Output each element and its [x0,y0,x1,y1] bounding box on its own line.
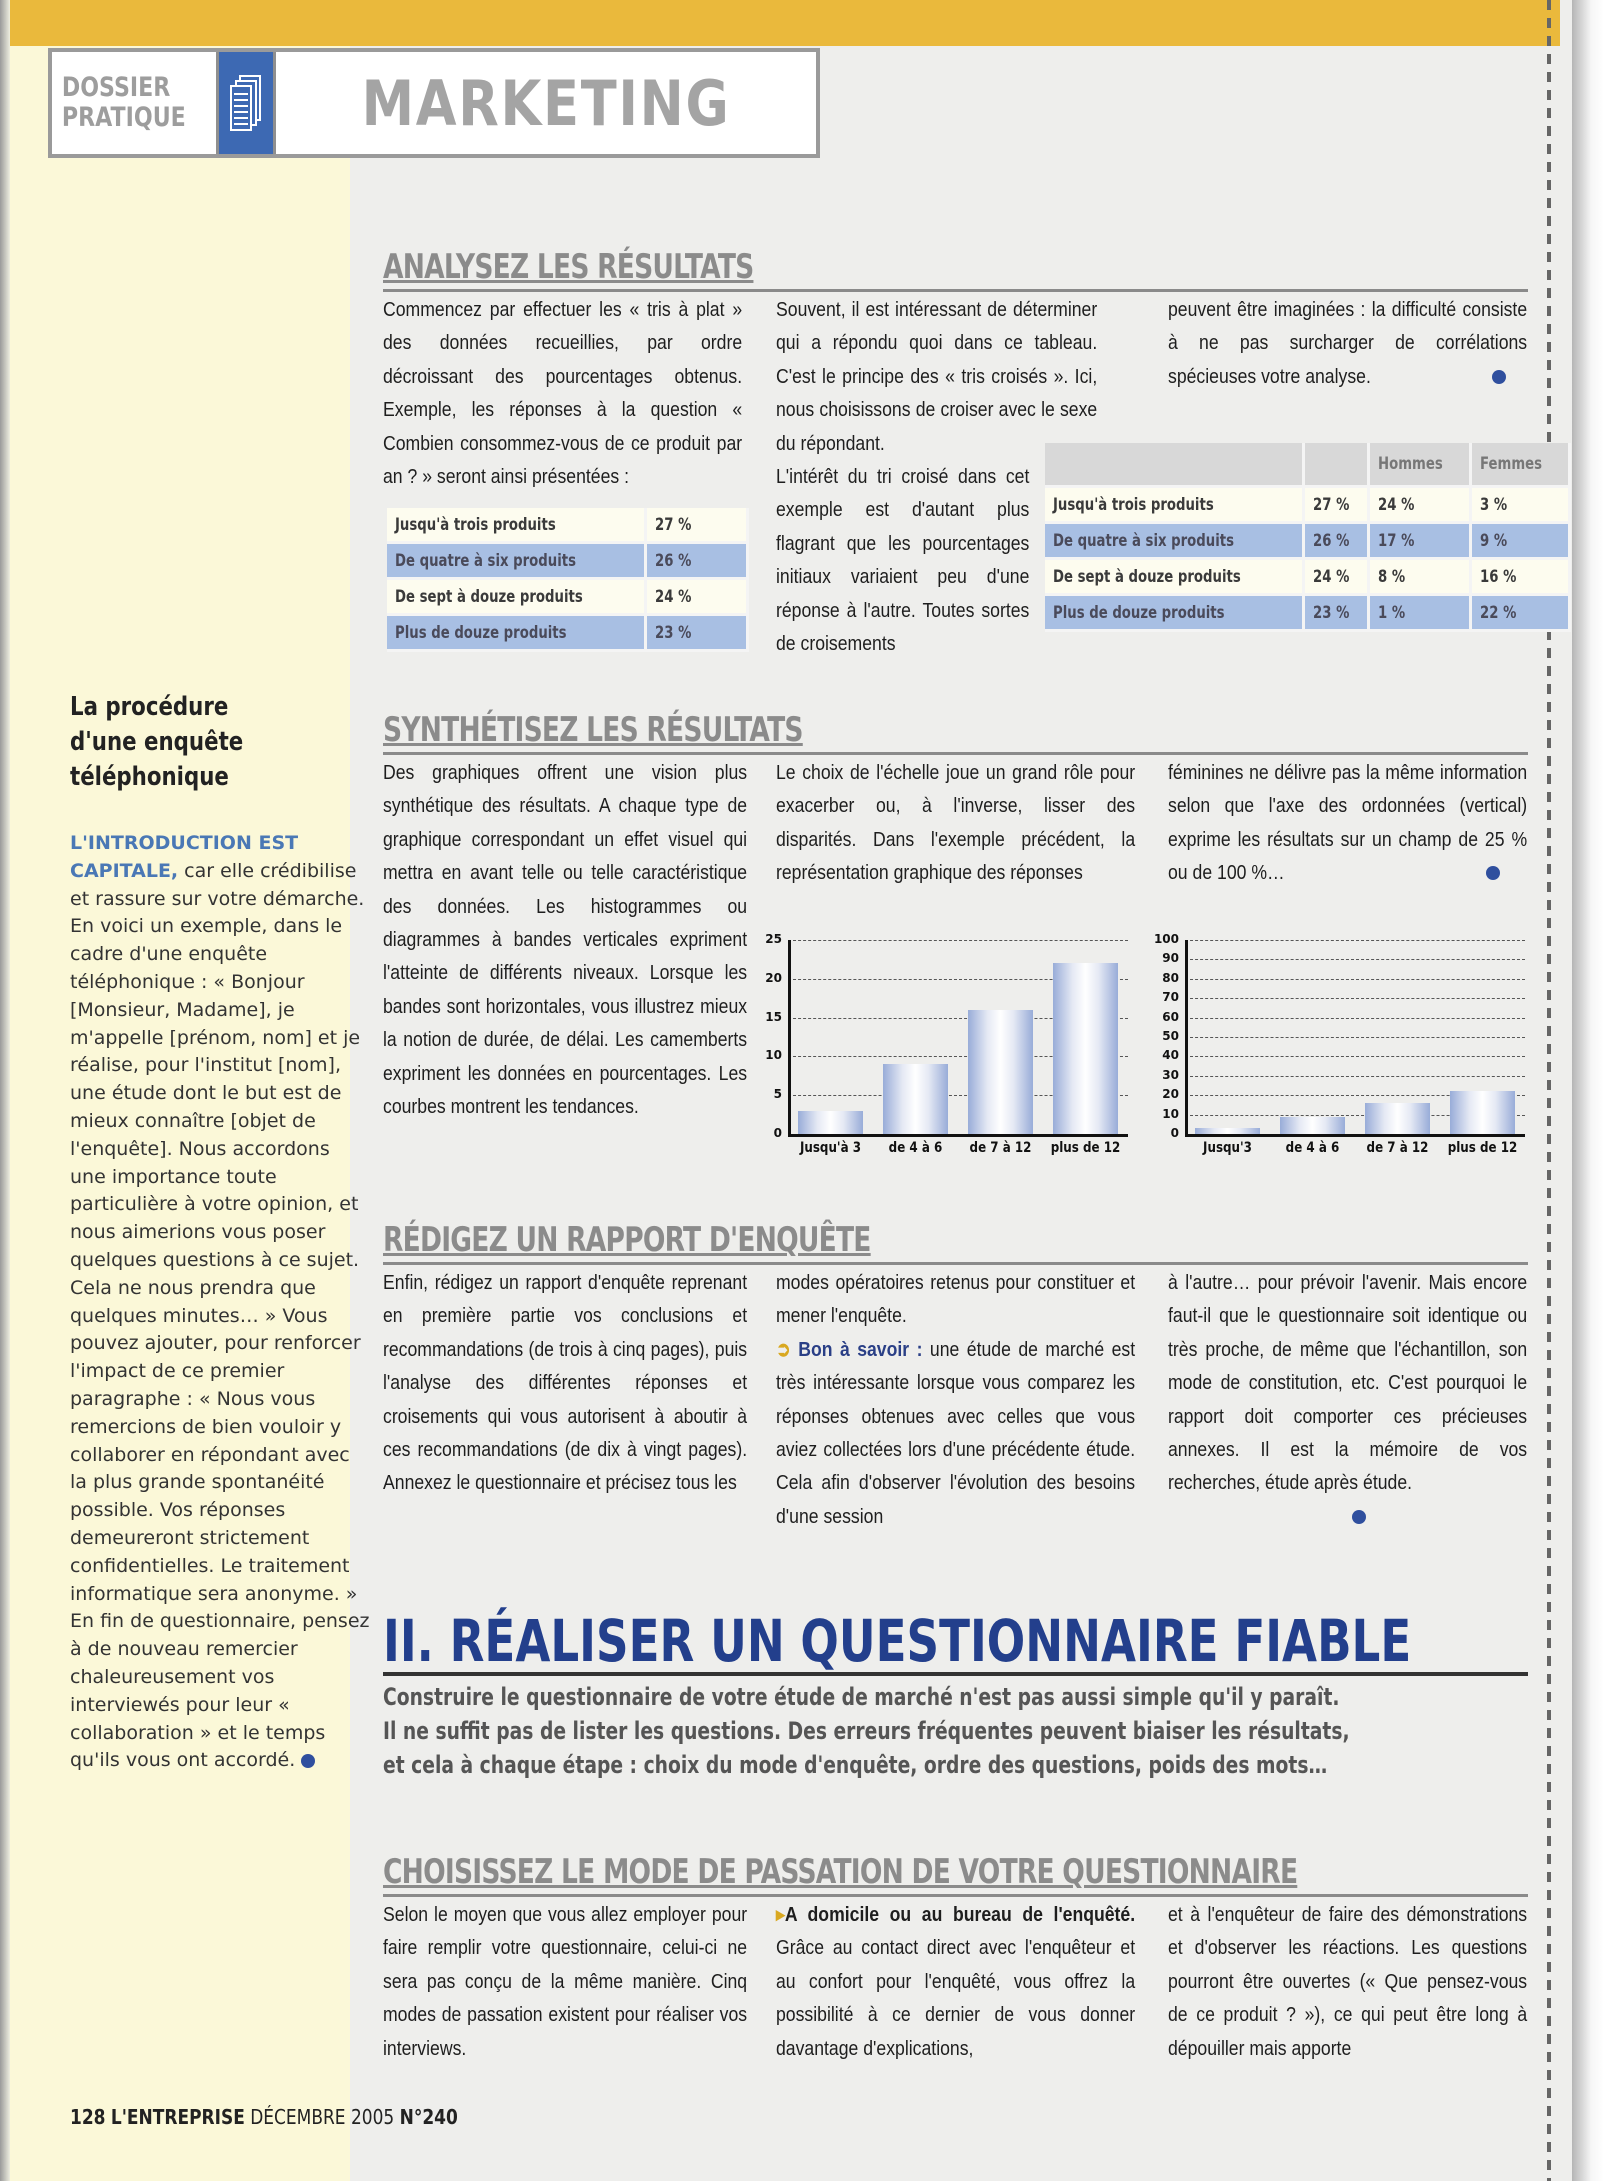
sidebar-body [70,830,370,1775]
y-tick-label: 20 [1162,1087,1179,1102]
end-bullet-icon [301,1754,315,1768]
y-tick-label: 80 [1162,970,1179,985]
arrow-circle-icon: ➲ [776,1337,799,1361]
y-tick-label: 20 [765,970,782,985]
sidebar-title-line: La procédure [70,692,229,722]
lead-line: Construire le questionnaire de votre étude de marché n'est pas aussi simple qu'il y paraît. [383,1683,1340,1711]
y-tick-label: 0 [773,1126,782,1140]
bar [1280,1117,1345,1134]
table-row: De sept à douze produits 24 % 8 % 16 % [1045,560,1571,596]
y-axis [788,940,791,1136]
table-row: Plus de douze produits 23 % 1 % 22 % [1045,596,1571,632]
tip-text: une étude de marché est très intéressante lorsque vous comparez les réponses obtenues avec celles que vous aviez collectées lors d'une précédente étude. Cela afin d'observer l'évolution des besoins d'une session [776,1337,1136,1528]
table-row: Jusqu'à trois produits 27 % 24 % 3 % [1045,488,1571,524]
section-title: MARKETING [361,66,731,140]
x-category-label: de 7 à 12 [1366,1140,1429,1156]
y-tick-label: 0 [1170,1126,1179,1140]
dossier-header [48,48,820,158]
bar [968,1010,1033,1134]
rapport-col-1: Enfin, rédigez un rapport d'enquête reprenant en première partie vos conclusions et recommandations (de trois à cinq pages), puis l'analyse des différentes réponses et croisements qui vous autorisent à aboutir à ces recommandations (de dix à vingt pages). Annexez le questionnaire et précisez tous les [383,1271,748,1495]
x-category-label: plus de 12 [1447,1140,1518,1156]
analyse-col-3: peuvent être imaginées : la difficulté consiste à ne pas surcharger de corrélations spécieuses votre analyse. [1168,298,1528,388]
synthese-col-2: Le choix de l'échelle joue un grand rôle pour exacerber ou, à l'inverse, lisser des disparités. Dans l'exemple précédent, la représentation graphique des réponses [776,761,1136,885]
analyse-col-2b: L'intérêt du tri croisé dans cet exemple est d'autant plus flagrant que les pourcentages initiaux variaient peu d'une réponse à l'autre. Toutes sortes de croisements [776,465,1030,656]
x-category-label: plus de 12 [1050,1140,1121,1156]
documents-stack-icon [216,52,276,154]
sidebar-title-line: téléphonique [70,762,229,792]
x-category-label: Jusqu'à 3 [799,1140,862,1156]
rapport-col-2-text: modes opératoires retenus pour constituer et mener l'enquête. [776,1271,1136,1328]
end-bullet-icon [1486,866,1500,880]
y-tick-label: 60 [1162,1009,1179,1024]
lead-line: et cela à chaque étape : choix du mode d'enquête, ordre des questions, poids des mots… [383,1751,1328,1779]
page-gutter-shadow [0,0,10,2181]
gridline [1185,979,1525,980]
rapport-col-2 [776,1266,1136,1533]
table-row: Jusqu'à trois produits 27 % [387,508,749,544]
gridline [1185,940,1525,941]
x-category-label: de 4 à 6 [1285,1140,1340,1156]
analyse-col-2a: Souvent, il est intéressant de déterminer qui a répondu quoi dans ce tableau. C'est le principe des « tris croisés ». Ici, nous choisissons de croiser avec le sexe du répondant. [776,298,1098,455]
x-category-label: de 7 à 12 [969,1140,1032,1156]
x-category-label: Jusqu'3 [1203,1140,1252,1156]
table-row: De quatre à six produits 26 % 17 % 9 % [1045,524,1571,560]
magazine-name: L'ENTREPRISE [110,2105,245,2129]
table-row: De quatre à six produits 26 % [387,544,749,580]
bar [1053,963,1118,1134]
page-number: 128 [70,2105,106,2129]
y-tick-label: 25 [765,932,782,946]
bar [1365,1103,1430,1134]
bar [1450,1091,1515,1134]
page-edge-shadow [1572,0,1604,2181]
gridline [1185,1037,1525,1038]
sidebar-title-line: d'une enquête [70,727,244,757]
dossier-kicker [52,52,186,154]
part-2-title: II. RÉALISER UN QUESTIONNAIRE FIABLE [383,1610,1528,1676]
tip-label: Bon à savoir : [798,1337,923,1361]
y-tick-label: 50 [1162,1029,1179,1043]
gridline [1185,959,1525,960]
mode-label: A domicile ou au bureau de l'enquêté. [784,1903,1136,1926]
x-axis [788,1134,1128,1137]
rapport-col-3: à l'autre… pour prévoir l'avenir. Mais encore faut-il que le questionnaire soit identique ou très proche, de même que l'échantillon, son mode de constitution, etc. C'est pourquoi le rapport doit comporter ces précieuses annexes. Il est la mémoire de vos recherches, étude après étude. [1168,1266,1528,1500]
triangle-bullet-icon: ▸ [776,1903,785,1926]
y-axis [1185,940,1188,1136]
mode-text: Grâce au contact direct avec l'enquêteur et au confort pour l'enquêté, vous offrez la possibilité à ce dernier de vous donner davantage d'explications, [776,1936,1136,2060]
issue-number: N°240 [399,2105,458,2129]
table-row: De sept à douze produits 24 % [387,580,749,616]
y-tick-label: 100 [1153,932,1179,946]
page-footer [70,2105,458,2129]
y-tick-label: 10 [1162,1106,1179,1121]
bar [798,1111,863,1134]
mode-col-1: Selon le moyen que vous allez employer pour faire remplir votre questionnaire, celui-ci ne sera pas conçu de la même manière. Cinq modes de passation existent pour réaliser vos interviews. [383,1903,748,2060]
gridline [788,940,1128,941]
gridline [1185,1018,1525,1019]
synthese-col-1: Des graphiques offrent une vision plus synthétique des résultats. A chaque type de graphique correspondant un effet visuel qui mettra en avant telle ou telle caractéristique des données. Les histogrammes ou diagrammes à bandes verticales expriment l'atteinte de différents niveaux. Lorsque les bandes sont horizontales, vous illustrez mieux la notion de durée, de délai. Les camemberts expriment les données en pourcentages. Les courbes montrent les tendances. [383,761,748,1119]
flat-sort-table [387,508,749,652]
end-bullet-icon [1492,370,1506,384]
heading-analysez: ANALYSEZ LES RÉSULTATS [383,245,1528,292]
kicker-line-2: PRATIQUE [61,102,186,133]
synthese-col-3: féminines ne délivre pas la même information selon que l'axe des ordonnées (vertical) exprime les résultats sur un champ de 25 % ou de 100 %… [1168,761,1528,885]
mode-col-3: et à l'enquêteur de faire des démonstrations et d'observer les réactions. Les questions pourront être ouvertes (« Que pensez-vous de ce produit ? »), ce qui peut être long à dépouiller mais apporte [1168,1903,1528,2060]
y-tick-label: 10 [765,1048,782,1063]
issue-date: DÉCEMBRE 2005 [250,2105,395,2129]
sidebar-text: car elle crédibilise et rassure sur votre démarche. En voici un exemple, dans le cadre d'une enquête téléphonique : « Bonjour [Monsieur, Madame], je m'appelle [prénom, nom] et je réalise, pour l'institut [nom], une étude dont le but est de mieux connaître [objet de l'enquête]. Nous accordons une importance toute particulière à votre opinion, et nous aimerions vous poser quelques questions à ce sujet. Cela ne nous prendra que quelques minutes… » Vous pouvez ajouter, pour renforcer l'impact de ce premier paragraphe : « Nous vous remercions de bien vouloir y collaborer en répondant avec la plus grande spontanéité possible. Vos réponses demeureront strictement confidentielles. Le traitement informatique sera anonyme. » En fin de questionnaire, pensez à de nouveau remercier chaleureusement vos interviewés pour leur « collaboration » et le temps qu'ils vous ont accordé. [70,859,370,1772]
lead-line: Il ne suffit pas de lister les questions. Des erreurs fréquentes peuvent biaiser les résultats, [383,1717,1350,1745]
sidebar-title [70,690,341,795]
table-row: Plus de douze produits 23 % [387,616,749,652]
analyse-col-1: Commencez par effectuer les « tris à plat » des données recueillies, par ordre décroissant des pourcentages obtenus. Exemple, les réponses à la question « Combien consommez-vous de ce produit par an ? » seront ainsi présentées : [383,298,743,489]
y-tick-label: 70 [1162,990,1179,1005]
mode-col-2 [776,1898,1136,2065]
x-category-label: de 4 à 6 [888,1140,943,1156]
y-tick-label: 90 [1162,951,1179,966]
gridline [1185,1076,1525,1077]
part-2-lead [383,1680,1533,1782]
sidebar-lead: L'INTRODUCTION EST CAPITALE, [70,832,299,882]
bar-chart-scale-25 [758,932,1158,1156]
cross-sort-table [1045,443,1571,632]
top-color-band [0,0,1560,46]
kicker-line-1: DOSSIER [61,72,171,103]
gridline [1185,1056,1525,1057]
heading-synthetisez: SYNTHÉTISEZ LES RÉSULTATS [383,708,1528,755]
heading-choisissez: CHOISISSEZ LE MODE DE PASSATION DE VOTRE QUESTIONNAIRE [383,1850,1528,1897]
table-header-row: Hommes Femmes [1045,443,1571,488]
y-tick-label: 15 [765,1009,782,1024]
bar [883,1064,948,1134]
y-tick-label: 30 [1162,1067,1179,1082]
gridline [1185,998,1525,999]
heading-redigez: RÉDIGEZ UN RAPPORT D'ENQUÊTE [383,1218,1528,1265]
y-tick-label: 5 [773,1087,782,1102]
x-axis [1185,1134,1525,1137]
end-bullet-icon [1352,1510,1366,1524]
y-tick-label: 40 [1162,1048,1179,1063]
bar-chart-scale-100 [1150,932,1550,1156]
